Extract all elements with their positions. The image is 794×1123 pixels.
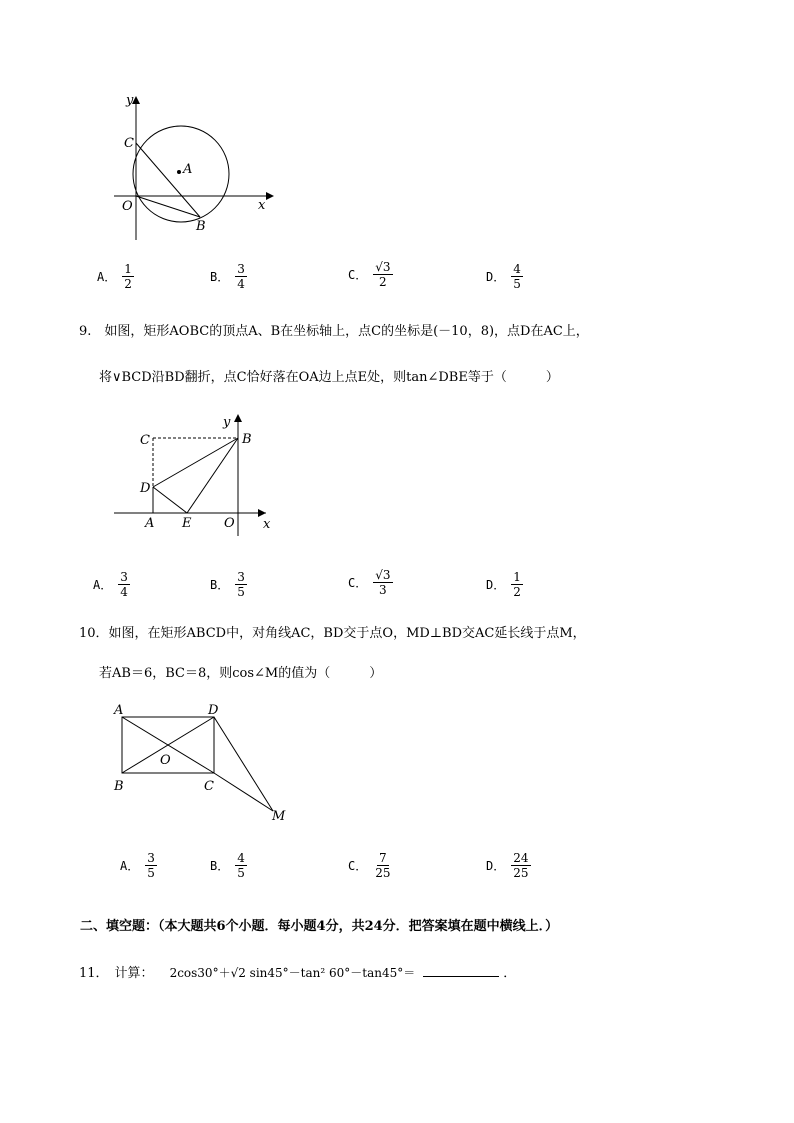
fig9-label-c: C: [140, 433, 150, 448]
q8-option-d: D． $\frac{4}{5}$: [486, 262, 521, 291]
q11-answer-blank: [423, 964, 499, 977]
fig9-label-x: x: [263, 517, 271, 532]
q10-option-a: A． $\frac{3}{5}$: [120, 851, 155, 880]
figure-q9-rectangle: [110, 408, 280, 538]
q10-option-d: D． $\frac{24}{25}$: [486, 851, 529, 880]
q9-text-line1: 9. 如图，矩形AOBC的顶点A、B在坐标轴上，点C的坐标是(－10，8)，点D在AC上，: [79, 324, 589, 339]
fig10-label-o: O: [160, 753, 171, 768]
fig9-label-e: E: [182, 516, 192, 531]
fig9-label-d: D: [140, 481, 151, 496]
q8-option-b: B． $\frac{3}{4}$: [210, 262, 245, 291]
fig10-label-a: A: [114, 703, 124, 718]
q8-option-a: A． $\frac{1}{2}$: [97, 262, 132, 291]
fig8-label-b: B: [196, 219, 206, 234]
q9-option-d: D． $\frac{1}{2}$: [486, 570, 521, 599]
q9-option-b: B． $\frac{3}{5}$: [210, 570, 245, 599]
q10-text-line1: 10．如图，在矩形ABCD中，对角线AC，BD交于点O，MD⊥BD交AC延长线于点M，: [79, 626, 586, 641]
q9-text-line2: 将∨BCD沿BD翻折，点C恰好落在OA边上点E处，则tan∠DBE等于（ ）: [99, 370, 559, 385]
q9-option-c: C． $\frac{√3}{3}$: [348, 568, 391, 597]
fig8-label-c: C: [124, 136, 134, 151]
q10-text-line2: 若AB＝6，BC＝8，则cos∠M的值为（ ）: [99, 666, 383, 681]
fig10-label-b: B: [114, 779, 124, 794]
q10-option-b: B． $\frac{4}{5}$: [210, 851, 245, 880]
fig8-label-x: x: [258, 198, 266, 213]
q10-option-c: C． $\frac{7}{25}$: [348, 851, 391, 880]
q11-number: 11．: [79, 966, 109, 981]
q11-prompt: 计算：: [114, 966, 154, 981]
fig8-label-o: O: [122, 199, 133, 214]
fig8-label-y: y: [126, 93, 134, 108]
fig10-label-m: M: [272, 809, 286, 824]
section-2-heading: 二、填空题：（本大题共6个小题．每小题4分，共24分．把答案填在题中横线上．）: [80, 919, 559, 934]
q9-option-a: A． $\frac{3}{4}$: [93, 570, 128, 599]
q11-expression: 2cos30°＋√2 sin45°－tan² 60°－tan45°＝: [169, 966, 416, 980]
fig9-label-y: y: [223, 415, 231, 430]
fig9-label-a: A: [145, 516, 155, 531]
fig10-label-c: C: [204, 779, 214, 794]
q8-option-c: C． $\frac{√3}{2}$: [348, 260, 391, 289]
q11-end: ．: [503, 966, 517, 981]
fig10-label-d: D: [208, 703, 219, 718]
fig9-label-o: O: [224, 516, 235, 531]
figure-q10-rectangle: [108, 698, 298, 826]
q11-line: [79, 962, 516, 981]
fig9-label-b: B: [242, 432, 252, 447]
fig8-label-a: A: [183, 162, 193, 177]
figure-q8-circle: [108, 88, 278, 248]
